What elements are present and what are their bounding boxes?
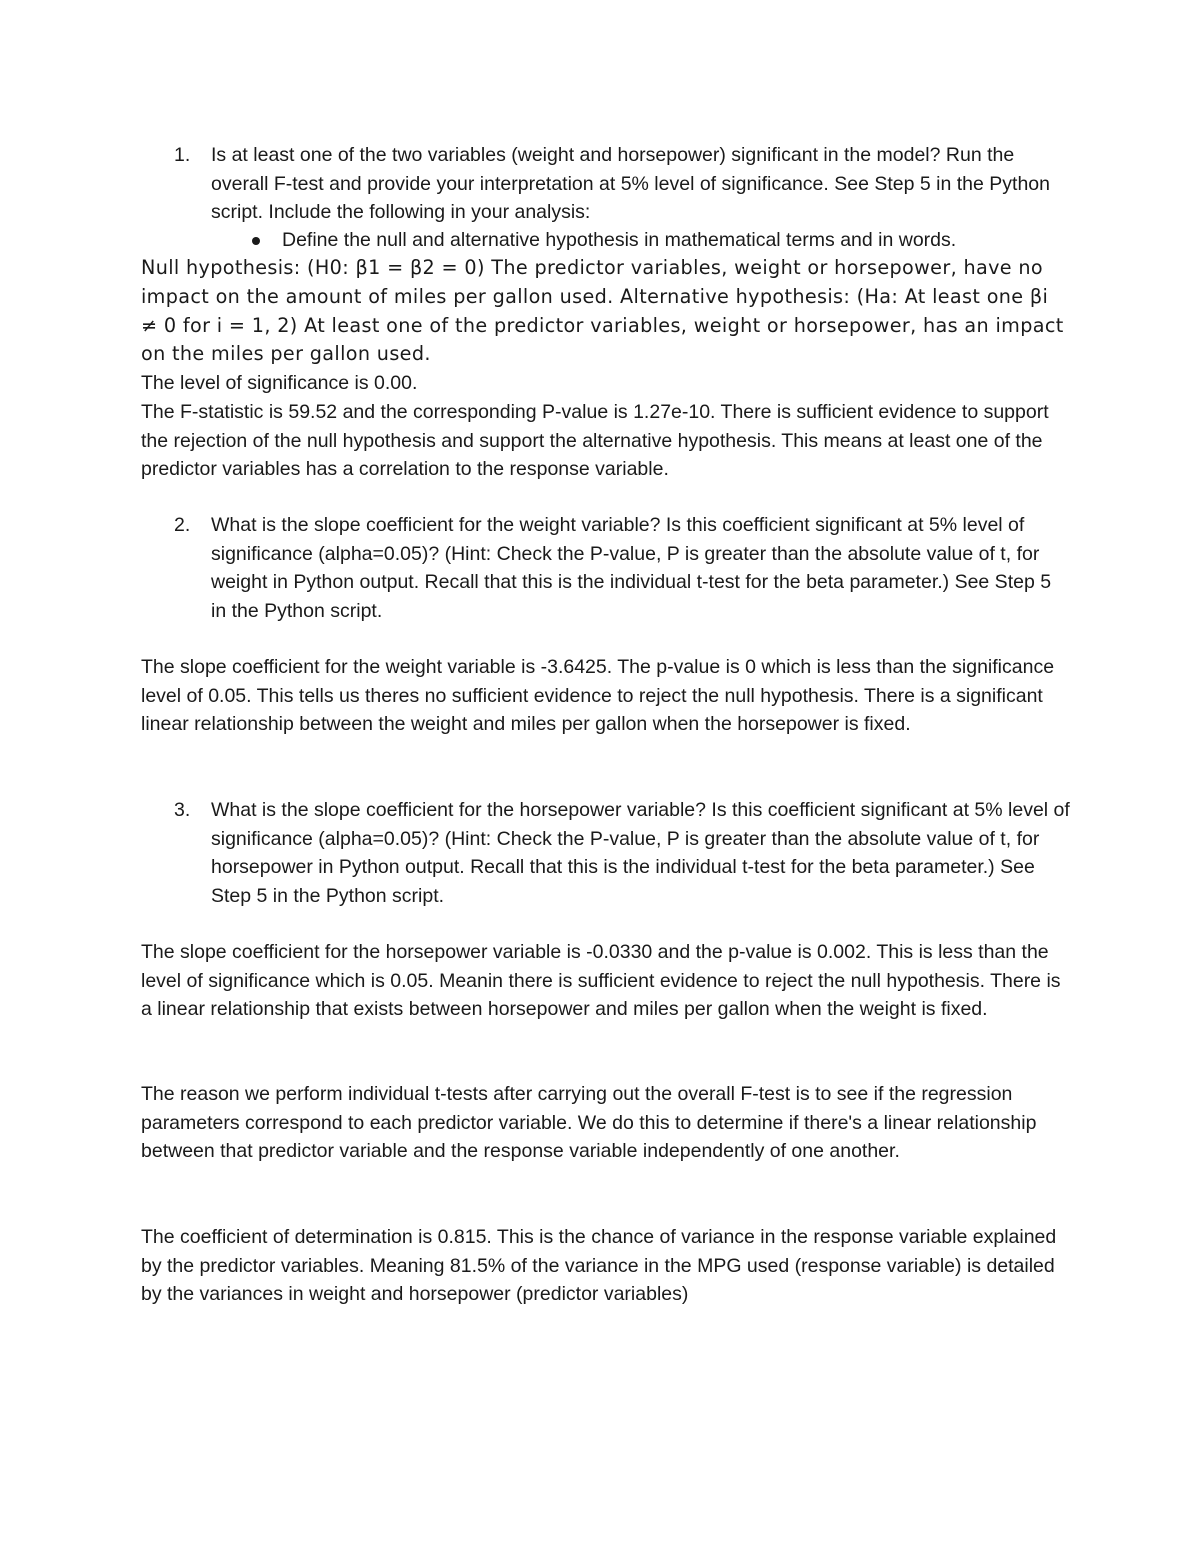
question-1-bullet-text: Define the null and alternative hypothesis in mathematical terms and in words.	[282, 229, 957, 251]
paragraph-coefficient-of-determination: The coefficient of determination is 0.815. This is the chance of variance in the response variable explained by the predictor variables. Meaning 81.5% of the variance in the MPG used (response variable) is detailed by the variances in weight and horsepower (predictor variables)	[141, 1226, 1057, 1306]
answer-3-text: The slope coefficient for the horsepower variable is -0.0330 and the p-value is 0.002. This is less than the level of significance which is 0.05. Meanin there is sufficient evidence to reject the null hypothesis. There is a linear relationship that exists between horsepower and miles per gallon when the weight is fixed.	[141, 941, 1061, 1021]
question-2-text: What is the slope coefficient for the weight variable? Is this coefficient significant at 5% level of significance (alpha=0.05)? (Hint: Check the P-value, P is greater than the absolute value of t, for weight in Python output. Recall that this is the individual t-test for the beta parameter.) See Step 5 in the Python script.	[211, 514, 1052, 622]
answer-1-fstat: The F-statistic is 59.52 and the corresponding P-value is 1.27e-10. There is sufficient evidence to support the rejection of the null hypothesis and support the alternative hypothesis. This means at least one of the predictor variables has a correlation to the response variable.	[141, 401, 1049, 481]
question-1-text: Is at least one of the two variables (weight and horsepower) significant in the model? Run the overall F-test and provide your interpretation at 5% level of significance. See Step 5 in the Python script. Include the following in your analysis:	[211, 144, 1050, 224]
question-2-number: 2.	[174, 514, 191, 536]
question-3-text: What is the slope coefficient for the horsepower variable? Is this coefficient significant at 5% level of significance (alpha=0.05)? (Hint: Check the P-value, P is greater than the absolute value of t, for horsepower in Python output. Recall that this is the individual t-test for the beta parameter.) See Step 5 in the Python script.	[211, 799, 1070, 907]
bullet-icon	[252, 237, 260, 245]
answer-1-significance: The level of significance is 0.00.	[141, 372, 418, 394]
paragraph-ttests: The reason we perform individual t-tests after carrying out the overall F-test is to see if the regression parameters correspond to each predictor variable. We do this to determine if there's a linear relationship between that predictor variable and the response variable independently of one another.	[141, 1083, 1037, 1163]
question-3-number: 3.	[174, 799, 191, 821]
answer-2-text: The slope coefficient for the weight variable is -3.6425. The p-value is 0 which is less than the significance level of 0.05. This tells us theres no sufficient evidence to reject the null hypothesis. There is a significant linear relationship between the weight and miles per gallon when the horsepower is fixed.	[141, 656, 1055, 736]
answer-1-hypotheses: Null hypothesis: (H0: β1 = β2 = 0) The predictor variables, weight or horsepower, have no impact on the amount of miles per gallon used. Alternative hypothesis: (Ha: At least one βi ≠ 0 for i = 1, 2) At least one of the predictor variables, weight or horsepower, has an impact on the miles per gallon used.	[141, 256, 1064, 366]
question-1-number: 1.	[174, 144, 191, 166]
